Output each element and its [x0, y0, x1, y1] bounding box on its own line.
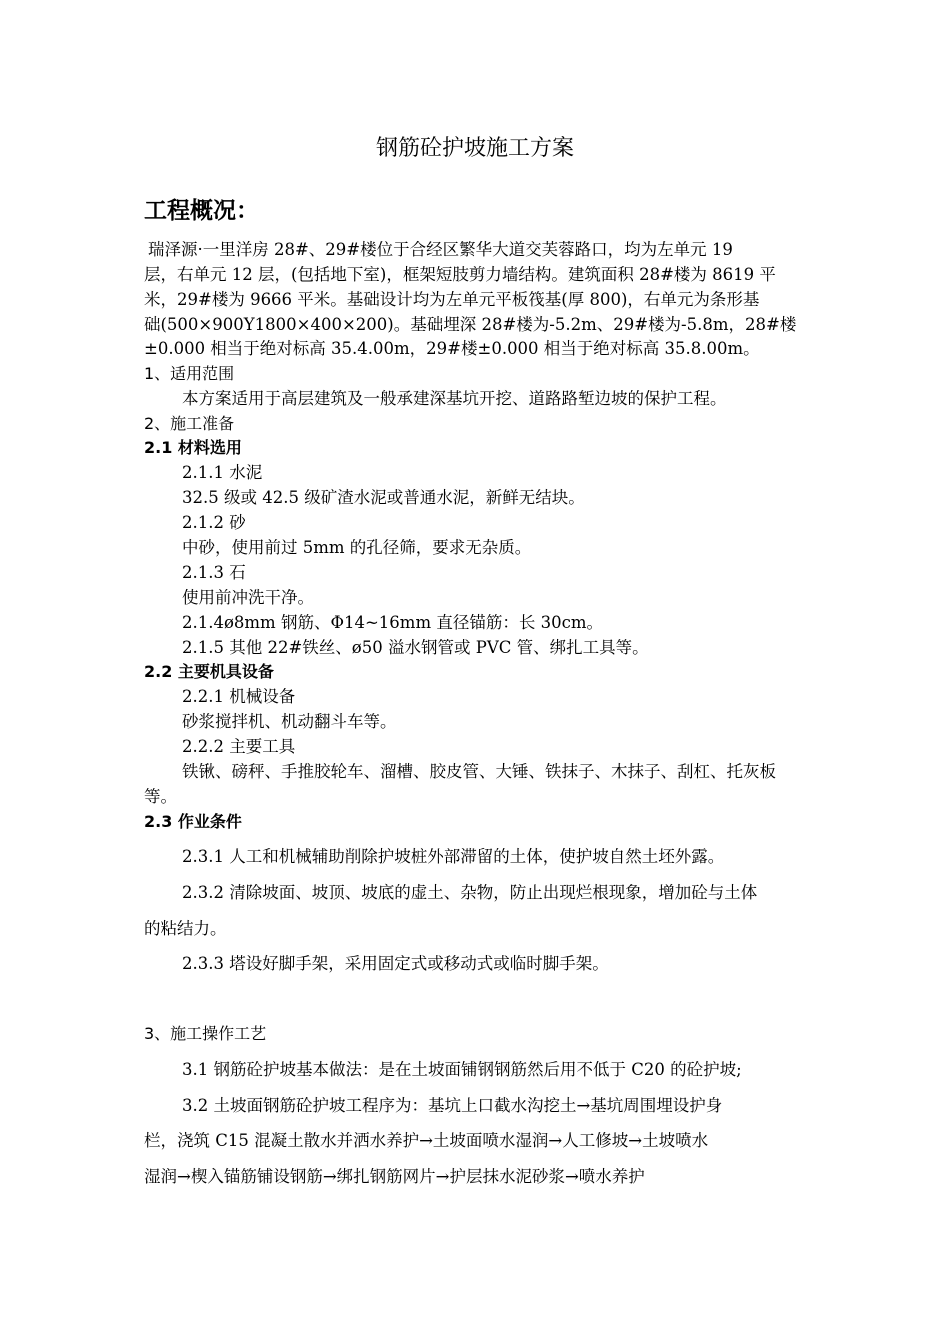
section-1-text: 本方案适用于高层建筑及一般承建深基坑开挖、道路路堑边坡的保护工程。 — [182, 389, 727, 408]
section-2-2-2-line-1: 铁锹、磅秤、手推胶轮车、溜槽、胶皮管、大锤、铁抹子、木抹子、刮杠、托灰板 — [182, 762, 776, 781]
section-3-1-text: 3.1 钢筋砼护坡基本做法：是在土坡面铺钢钢筋然后用不低于 C20 的砼护坡; — [182, 1060, 742, 1079]
section-2-1-4-text: 2.1.4ø8mm 钢筋、Φ14~16mm 直径锚筋：长 30cm。 — [182, 613, 603, 632]
section-2-2-2-label: 2.2.2 主要工具 — [182, 737, 296, 756]
section-2-3-2-line-1: 2.3.2 清除坡面、坡顶、坡底的虚土、杂物，防止出现烂根现象，增加砼与土体 — [182, 883, 758, 902]
section-1-heading: 1、适用范围 — [144, 364, 235, 383]
section-2-1-5-text: 2.1.5 其他 22#铁丝、ø50 溢水钢管或 PVC 管、绑扎工具等。 — [182, 638, 649, 657]
overview-line-4: 础(500×900Y1800×400×200)。基础埋深 28#楼为-5.2m、29#楼为-5.8m，28#楼 — [144, 315, 797, 334]
section-2-1-1-label: 2.1.1 水泥 — [182, 463, 263, 482]
section-2-3-heading: 2.3 作业条件 — [144, 812, 242, 831]
document-title: 钢筋砼护坡施工方案 — [375, 136, 574, 161]
section-2-2-heading: 2.2 主要机具设备 — [144, 662, 274, 681]
overview-line-3: 米，29#楼为 9666 平米。基础设计均为左单元平板筏基(厚 800)，右单元为条形基 — [144, 290, 760, 309]
section-2-2-2-line-2: 等。 — [144, 787, 177, 806]
section-3-2-line-1: 3.2 土坡面钢筋砼护坡工程序为：基坑上口截水沟挖土→基坑周围埋设护身 — [182, 1096, 723, 1115]
section-2-3-1-text: 2.3.1 人工和机械辅助削除护坡桩外部滞留的土体，使护坡自然土坯外露。 — [182, 847, 725, 866]
section-2-2-1-label: 2.2.1 机械设备 — [182, 687, 296, 706]
section-3-2-line-2: 栏，浇筑 C15 混凝土散水并洒水养护→土坡面喷水湿润→人工修坡→土坡喷水 — [144, 1131, 709, 1150]
section-2-1-3-label: 2.1.3 石 — [182, 563, 246, 582]
section-2-3-3-text: 2.3.3 塔设好脚手架，采用固定式或移动式或临时脚手架。 — [182, 954, 609, 973]
section-2-1-2-label: 2.1.2 砂 — [182, 513, 246, 532]
section-3-2-line-3: 湿润→楔入锚筋铺设钢筋→绑扎钢筋网片→护层抹水泥砂浆→喷水养护 — [144, 1167, 645, 1186]
section-2-1-3-text: 使用前冲洗干净。 — [182, 588, 314, 607]
section-2-1-1-text: 32.5 级或 42.5 级矿渣水泥或普通水泥，新鲜无结块。 — [182, 488, 585, 507]
section-3-heading: 3、施工操作工艺 — [144, 1024, 267, 1043]
section-2-3-2-line-2: 的粘结力。 — [144, 919, 227, 938]
overview-line-2: 层，右单元 12 层，(包括地下室)，框架短肢剪力墙结构。建筑面积 28#楼为 8619 平 — [144, 265, 776, 284]
section-2-heading: 2、施工准备 — [144, 414, 235, 433]
overview-heading: 工程概况： — [144, 198, 259, 224]
overview-line-5: ±0.000 相当于绝对标高 35.4.00m，29#楼±0.000 相当于绝对标高 35.8.00m。 — [144, 339, 760, 358]
overview-line-1: 瑞泽源·一里洋房 28#、29#楼位于合经区繁华大道交芙蓉路口，均为左单元 19 — [148, 240, 733, 259]
section-2-2-1-text: 砂浆搅拌机、机动翻斗车等。 — [182, 712, 397, 731]
section-2-1-heading: 2.1 材料选用 — [144, 438, 242, 457]
section-2-1-2-text: 中砂，使用前过 5mm 的孔径筛，要求无杂质。 — [182, 538, 532, 557]
